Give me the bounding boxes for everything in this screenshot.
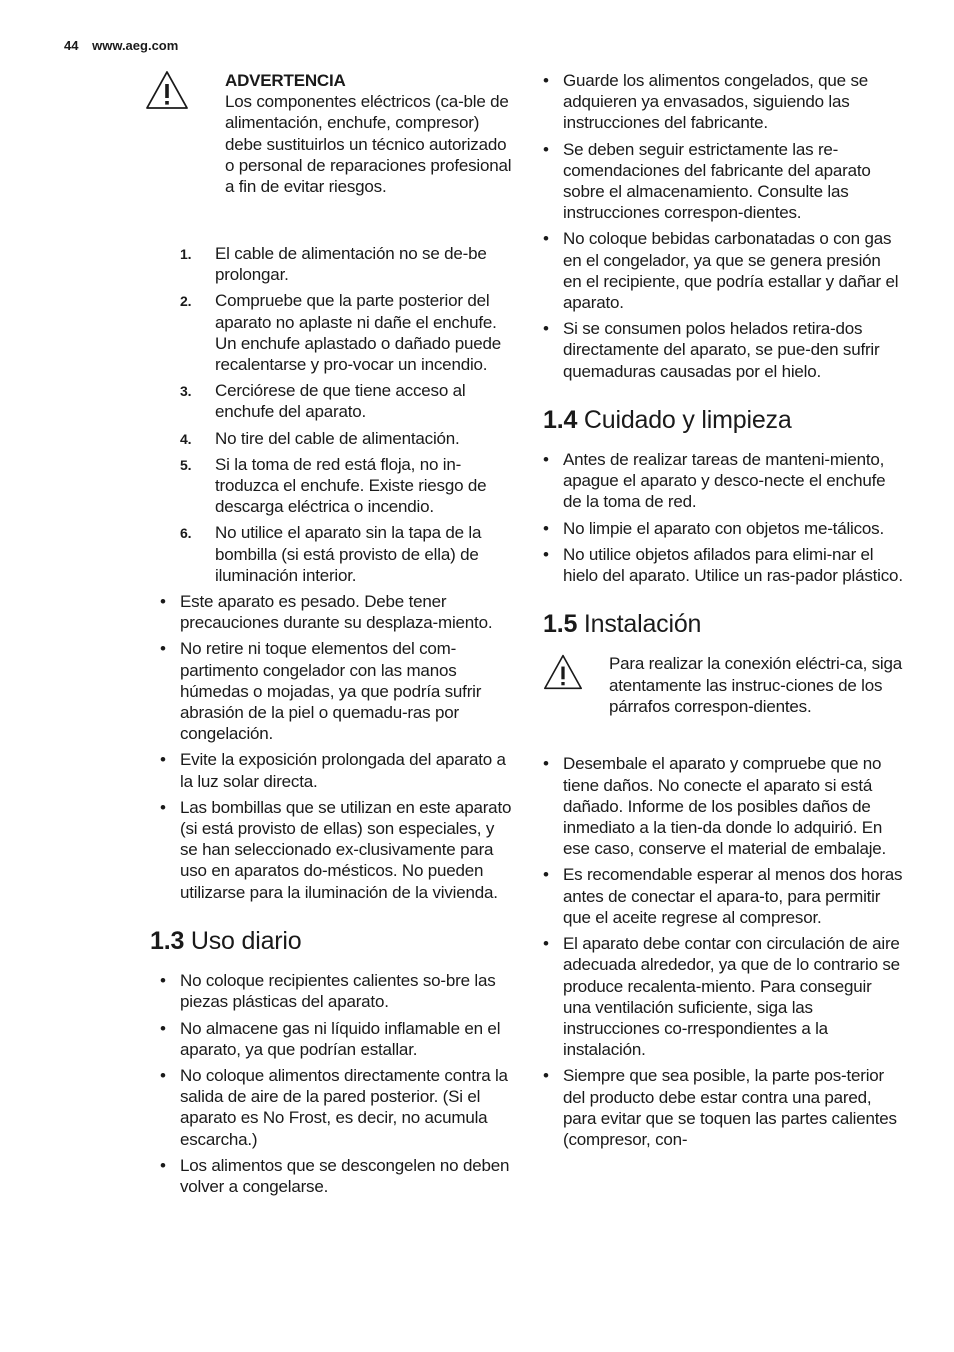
item-number: 5. <box>180 456 192 473</box>
bullet-item: • Siempre que sea posible, la parte pos-terior del producto debe estar contra una pared, para evitar que se toquen las partes calientes (compresor, con- <box>543 1065 903 1150</box>
numbered-item <box>150 522 512 586</box>
item-text: No utilice el aparato sin la tapa de la bombilla (si está provisto de ella) de iluminación interior. <box>215 523 482 585</box>
page-number: 44 <box>64 38 79 53</box>
header-url[interactable]: www.aeg.com <box>92 38 179 53</box>
bullet-item: • No limpie el aparato con objetos me-tálicos. <box>543 518 903 539</box>
bullet-item: • No coloque bebidas carbonatadas o con gas en el congelador, ya que se genera presión en el recipiente, que podría estallar y dañar el aparato. <box>543 228 903 313</box>
section-number: 1.4 <box>543 405 578 434</box>
bullet-list <box>150 970 512 1197</box>
bullet-item: • Las bombillas que se utilizan en este aparato (si está provisto de ellas) son especiales, y se han seleccionado ex-clusivamente para uso en aparatos do-mésticos. No pueden utilizarse para la iluminación de la vivienda. <box>150 797 512 903</box>
bullet-item: • No almacene gas ni líquido inflamable en el aparato, ya que podrían estallar. <box>150 1018 512 1060</box>
bullet-item: • Es recomendable esperar al menos dos horas antes de conectar el apara-to, para permitir que el aceite regrese al compresor. <box>543 864 903 928</box>
warning-title: ADVERTENCIA <box>225 71 346 90</box>
bullet-item: • El aparato debe contar con circulación de aire adecuada alrededor, ya que de lo contrario se produce recalenta-miento. Para conseguir una ventilación suficiente, siga las instrucciones co-rrespondientes a la instalación. <box>543 933 903 1060</box>
item-text: Compruebe que la parte posterior del aparato no aplaste ni dañe el enchufe. Un enchufe aplastado o dañado puede recalentarse y pro-vocar un incendio. <box>215 291 502 375</box>
section-heading-uso-diario <box>150 926 512 955</box>
warning-icon <box>145 70 189 110</box>
section-heading-cuidado <box>543 405 903 434</box>
item-text: El cable de alimentación no se de-be prolongar. <box>215 244 487 285</box>
bullet-item: • Desembale el aparato y compruebe que no tiene daños. No conecte el aparato si está dañado. Informe de los posibles daños de inmediato a la tien-da donde lo adquirió. En ese caso, conserve el material de embalaje. <box>543 753 903 859</box>
bullet-item: • Este aparato es pesado. Debe tener precauciones durante su desplaza-miento. <box>150 591 512 633</box>
bullet-item: • Evite la exposición prolongada del aparato a la luz solar directa. <box>150 749 512 791</box>
numbered-item <box>150 243 512 285</box>
bullet-item: • No utilice objetos afilados para elimi-nar el hielo del aparato. Utilice un ras-pador plástico. <box>543 544 903 586</box>
bullet-list <box>150 591 512 903</box>
bullet-list <box>543 70 903 382</box>
section-number: 1.5 <box>543 610 578 639</box>
section-title: Uso diario <box>190 926 302 955</box>
section-number: 1.3 <box>150 926 185 955</box>
numbered-item <box>150 290 512 375</box>
bullet-item: • Se deben seguir estrictamente las re-comendaciones del fabricante del aparato sobre el almacenamiento. Consulte las instrucciones correspon-dientes. <box>543 139 903 224</box>
section-heading-instalacion <box>543 610 903 639</box>
bullet-item: • No coloque recipientes calientes so-bre las piezas plásticas del aparato. <box>150 970 512 1012</box>
bullet-item: • Guarde los alimentos congelados, que se adquieren ya envasados, siguiendo las instrucciones del fabricante. <box>543 70 903 134</box>
page-header <box>64 38 178 53</box>
item-number: 2. <box>180 293 192 310</box>
bullet-item: • No retire ni toque elementos del com-partimento congelador con las manos húmedas o mojadas, ya que podría sufrir abrasión de la piel o quemadu-ras por congelación. <box>150 638 512 744</box>
left-column <box>150 70 512 1202</box>
bullet-list <box>543 753 903 1150</box>
warning-text: Para realizar la conexión eléctri-ca, siga atentamente las instruc-ciones de los párrafos correspon-dientes. <box>609 654 903 716</box>
numbered-item <box>150 380 512 422</box>
warning-block <box>543 653 903 733</box>
item-number: 6. <box>180 525 192 542</box>
item-number: 3. <box>180 383 192 400</box>
item-number: 4. <box>180 430 192 447</box>
section-title: Cuidado y limpieza <box>583 405 792 434</box>
bullet-item: • Los alimentos que se descongelen no deben volver a congelarse. <box>150 1155 512 1197</box>
item-text: Si la toma de red está floja, no in-troduzca el enchufe. Existe riesgo de descarga eléctrica o incendio. <box>215 454 487 517</box>
right-column <box>543 70 903 1155</box>
bullet-item: • No coloque alimentos directamente contra la salida de aire de la pared posterior. (Si el aparato es No Frost, es decir, no acumula escarcha.) <box>150 1065 512 1150</box>
bullet-item: • Si se consumen polos helados retira-dos directamente del aparato, se pue-den sufrir quemaduras causadas por el hielo. <box>543 318 903 382</box>
section-title: Instalación <box>583 610 702 639</box>
item-text: Cerciórese de que tiene acceso al enchufe del aparato. <box>215 381 466 422</box>
numbered-item <box>150 428 512 449</box>
bullet-list <box>543 449 903 586</box>
numbered-list <box>150 243 512 586</box>
warning-icon <box>543 653 583 691</box>
warning-text: Los componentes eléctricos (ca-ble de alimentación, enchufe, compresor) debe sustituirlos un técnico autorizado o personal de reparaciones profesional a fin de evitar riesgos. <box>225 92 512 197</box>
item-text: No tire del cable de alimentación. <box>215 428 460 448</box>
item-number: 1. <box>180 246 192 262</box>
bullet-item: • Antes de realizar tareas de manteni-miento, apague el aparato y desco-necte el enchufe de la toma de red. <box>543 449 903 513</box>
numbered-item <box>150 454 512 518</box>
warning-block <box>150 70 512 220</box>
